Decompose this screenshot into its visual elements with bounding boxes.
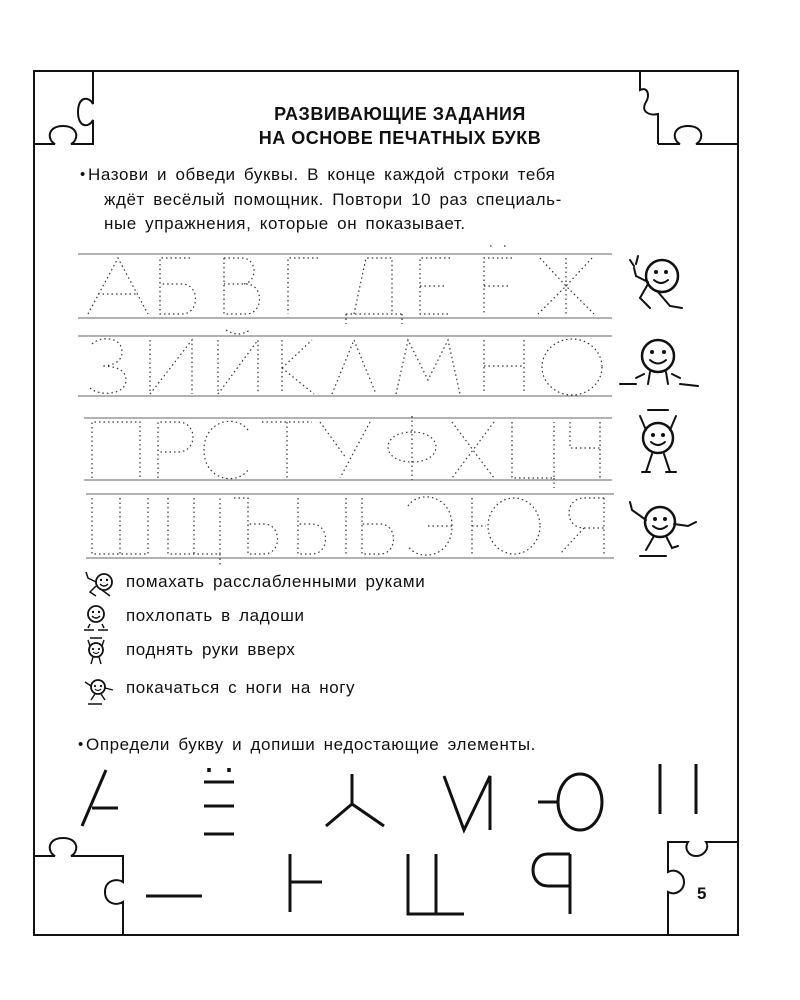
task1-line1: Назови и обведи буквы. В конце каждой строки тебя [88,165,556,184]
task1-line2: ждёт весёлый помощник. Повтори 10 раз специаль- [104,189,562,209]
incomplete-letter-Ch[interactable] [533,854,570,914]
page-number: 5 [697,884,707,903]
incomplete-letter-I[interactable] [444,776,490,830]
incomplete-letter-Sh[interactable] [408,854,464,914]
task1-line3: ные упражнения, которые он показывает. [104,214,466,233]
task1-bullet: • [80,166,86,183]
page-title-line2: НА ОСНОВЕ ПЕЧАТНЫХ БУКВ [258,128,542,148]
legend-text-3: поднять руки вверх [126,640,296,659]
task2-bullet: • [78,736,84,753]
incomplete-letter-Yu[interactable] [538,774,602,830]
incomplete-letter-N[interactable] [660,764,696,814]
incomplete-letter-A[interactable] [82,770,118,826]
incomplete-letter-Yo[interactable] [204,768,234,834]
legend-text-1: помахать расслабленными руками [126,572,426,591]
task2-text: Определи букву и допиши недостающие элементы. [86,735,536,754]
legend-text-4: покачаться с ноги на ногу [126,678,356,697]
incomplete-letter-Zh[interactable] [326,774,384,826]
incomplete-letter-T[interactable] [290,854,322,912]
page-title-line1: РАЗВИВАЮЩИЕ ЗАДАНИЯ [274,104,526,124]
legend-text-2: похлопать в ладоши [126,606,305,625]
